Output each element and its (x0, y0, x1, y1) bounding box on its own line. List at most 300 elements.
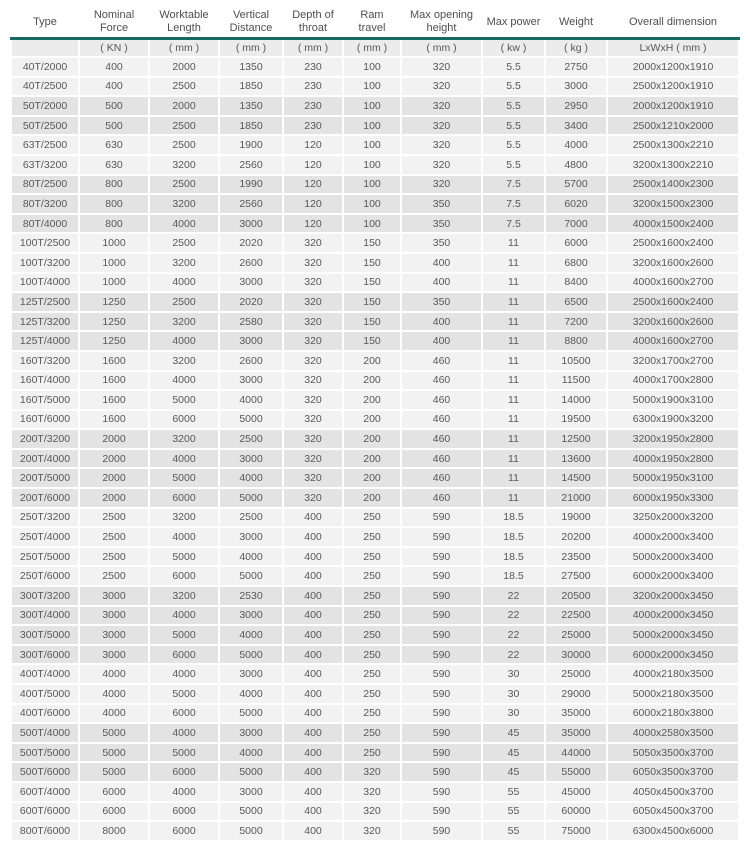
table-body (12, 58, 738, 840)
cell-depth-of-throat: 120 (284, 176, 342, 194)
cell-overall-dimension: 2500x1210x2000 (608, 117, 738, 135)
cell-max-opening-height: 320 (402, 136, 481, 154)
cell-depth-of-throat: 230 (284, 58, 342, 76)
cell-nominal-force: 2000 (80, 430, 148, 448)
cell-weight: 10500 (546, 352, 606, 370)
cell-max-power: 22 (483, 646, 544, 664)
cell-weight: 7000 (546, 215, 606, 233)
cell-ram-travel: 200 (344, 489, 400, 507)
cell-weight: 22500 (546, 607, 606, 625)
cell-nominal-force: 2000 (80, 469, 148, 487)
table-row (12, 567, 738, 585)
cell-max-power: 5.5 (483, 136, 544, 154)
cell-weight: 44000 (546, 744, 606, 762)
cell-worktable-length: 2500 (150, 293, 218, 311)
cell-nominal-force: 1000 (80, 274, 148, 292)
column-header-weight: Weight (546, 6, 606, 38)
cell-overall-dimension: 4000x1950x2800 (608, 450, 738, 468)
cell-ram-travel: 320 (344, 763, 400, 781)
cell-max-power: 5.5 (483, 58, 544, 76)
cell-nominal-force: 630 (80, 156, 148, 174)
cell-worktable-length: 3200 (150, 313, 218, 331)
cell-worktable-length: 4000 (150, 450, 218, 468)
cell-vertical-distance: 5000 (220, 411, 282, 429)
cell-type: 200T/3200 (12, 430, 78, 448)
cell-max-opening-height: 460 (402, 469, 481, 487)
table-row (12, 176, 738, 194)
cell-worktable-length: 6000 (150, 763, 218, 781)
cell-max-opening-height: 320 (402, 117, 481, 135)
cell-type: 50T/2500 (12, 117, 78, 135)
table-row (12, 763, 738, 781)
cell-overall-dimension: 4000x2180x3500 (608, 665, 738, 683)
cell-vertical-distance: 2500 (220, 430, 282, 448)
cell-vertical-distance: 4000 (220, 391, 282, 409)
cell-nominal-force: 6000 (80, 803, 148, 821)
cell-max-power: 45 (483, 744, 544, 762)
cell-nominal-force: 5000 (80, 724, 148, 742)
cell-vertical-distance: 2020 (220, 234, 282, 252)
cell-worktable-length: 4000 (150, 607, 218, 625)
cell-max-opening-height: 350 (402, 293, 481, 311)
cell-vertical-distance: 5000 (220, 705, 282, 723)
cell-nominal-force: 800 (80, 195, 148, 213)
cell-type: 125T/4000 (12, 332, 78, 350)
cell-type: 400T/5000 (12, 685, 78, 703)
cell-weight: 23500 (546, 548, 606, 566)
cell-worktable-length: 6000 (150, 411, 218, 429)
cell-overall-dimension: 2000x1200x1910 (608, 58, 738, 76)
cell-ram-travel: 320 (344, 822, 400, 840)
cell-ram-travel: 250 (344, 587, 400, 605)
cell-depth-of-throat: 400 (284, 685, 342, 703)
table-row (12, 274, 738, 292)
cell-vertical-distance: 5000 (220, 763, 282, 781)
cell-type: 125T/2500 (12, 293, 78, 311)
cell-type: 200T/5000 (12, 469, 78, 487)
cell-weight: 7200 (546, 313, 606, 331)
cell-worktable-length: 6000 (150, 646, 218, 664)
cell-worktable-length: 6000 (150, 489, 218, 507)
column-header-ram-travel: Ram travel (344, 6, 400, 38)
cell-max-opening-height: 590 (402, 548, 481, 566)
cell-overall-dimension: 5050x3500x3700 (608, 744, 738, 762)
cell-max-power: 55 (483, 783, 544, 801)
cell-worktable-length: 6000 (150, 705, 218, 723)
cell-vertical-distance: 3000 (220, 528, 282, 546)
cell-max-opening-height: 590 (402, 822, 481, 840)
cell-depth-of-throat: 320 (284, 411, 342, 429)
cell-vertical-distance: 2600 (220, 352, 282, 370)
cell-max-opening-height: 590 (402, 783, 481, 801)
table-row (12, 665, 738, 683)
cell-vertical-distance: 2530 (220, 587, 282, 605)
cell-type: 200T/6000 (12, 489, 78, 507)
table-row (12, 254, 738, 272)
table-row (12, 783, 738, 801)
cell-type: 800T/6000 (12, 822, 78, 840)
cell-ram-travel: 150 (344, 254, 400, 272)
cell-vertical-distance: 2600 (220, 254, 282, 272)
cell-depth-of-throat: 400 (284, 803, 342, 821)
table-row (12, 215, 738, 233)
cell-weight: 55000 (546, 763, 606, 781)
cell-depth-of-throat: 230 (284, 97, 342, 115)
cell-ram-travel: 200 (344, 372, 400, 390)
cell-worktable-length: 3200 (150, 587, 218, 605)
cell-weight: 8800 (546, 332, 606, 350)
cell-type: 250T/5000 (12, 548, 78, 566)
cell-max-power: 11 (483, 450, 544, 468)
cell-depth-of-throat: 320 (284, 430, 342, 448)
cell-max-opening-height: 590 (402, 685, 481, 703)
cell-ram-travel: 100 (344, 156, 400, 174)
cell-depth-of-throat: 400 (284, 665, 342, 683)
cell-worktable-length: 3200 (150, 509, 218, 527)
cell-weight: 6800 (546, 254, 606, 272)
cell-overall-dimension: 4000x1700x2800 (608, 372, 738, 390)
cell-weight: 30000 (546, 646, 606, 664)
cell-depth-of-throat: 400 (284, 567, 342, 585)
cell-max-power: 11 (483, 274, 544, 292)
column-header-nominal-force: Nominal Force (80, 6, 148, 38)
cell-nominal-force: 2500 (80, 567, 148, 585)
cell-nominal-force: 5000 (80, 744, 148, 762)
cell-ram-travel: 200 (344, 411, 400, 429)
cell-worktable-length: 4000 (150, 665, 218, 683)
cell-worktable-length: 3200 (150, 156, 218, 174)
table-row (12, 58, 738, 76)
table-row (12, 509, 738, 527)
cell-overall-dimension: 2000x1200x1910 (608, 97, 738, 115)
cell-ram-travel: 250 (344, 744, 400, 762)
table-row (12, 234, 738, 252)
cell-ram-travel: 100 (344, 176, 400, 194)
column-unit-type (12, 40, 78, 56)
cell-ram-travel: 250 (344, 626, 400, 644)
cell-worktable-length: 3200 (150, 352, 218, 370)
cell-overall-dimension: 2500x1600x2400 (608, 293, 738, 311)
cell-weight: 2750 (546, 58, 606, 76)
cell-vertical-distance: 4000 (220, 744, 282, 762)
cell-vertical-distance: 3000 (220, 783, 282, 801)
cell-depth-of-throat: 120 (284, 215, 342, 233)
column-header-depth-of-throat: Depth of throat (284, 6, 342, 38)
table-row (12, 97, 738, 115)
cell-overall-dimension: 4000x2000x3450 (608, 607, 738, 625)
cell-vertical-distance: 1900 (220, 136, 282, 154)
table-row (12, 332, 738, 350)
cell-ram-travel: 250 (344, 528, 400, 546)
cell-overall-dimension: 2500x1600x2400 (608, 234, 738, 252)
cell-ram-travel: 250 (344, 548, 400, 566)
cell-max-power: 11 (483, 254, 544, 272)
cell-worktable-length: 5000 (150, 391, 218, 409)
cell-weight: 14500 (546, 469, 606, 487)
cell-type: 500T/4000 (12, 724, 78, 742)
cell-depth-of-throat: 120 (284, 136, 342, 154)
table-row (12, 372, 738, 390)
cell-max-power: 11 (483, 352, 544, 370)
cell-worktable-length: 6000 (150, 567, 218, 585)
cell-max-opening-height: 320 (402, 176, 481, 194)
cell-vertical-distance: 4000 (220, 685, 282, 703)
cell-depth-of-throat: 400 (284, 724, 342, 742)
cell-vertical-distance: 3000 (220, 332, 282, 350)
table-row (12, 156, 738, 174)
cell-overall-dimension: 5000x1950x3100 (608, 469, 738, 487)
cell-depth-of-throat: 320 (284, 313, 342, 331)
cell-ram-travel: 250 (344, 705, 400, 723)
cell-max-power: 30 (483, 665, 544, 683)
cell-depth-of-throat: 320 (284, 274, 342, 292)
accent-divider (10, 37, 740, 40)
cell-weight: 25000 (546, 626, 606, 644)
cell-max-power: 55 (483, 822, 544, 840)
cell-ram-travel: 100 (344, 136, 400, 154)
column-unit-max-opening-height: ( mm ) (402, 40, 481, 56)
cell-nominal-force: 3000 (80, 646, 148, 664)
cell-worktable-length: 4000 (150, 332, 218, 350)
cell-depth-of-throat: 400 (284, 509, 342, 527)
cell-nominal-force: 400 (80, 78, 148, 96)
cell-vertical-distance: 1350 (220, 97, 282, 115)
cell-max-power: 11 (483, 332, 544, 350)
cell-ram-travel: 150 (344, 313, 400, 331)
cell-overall-dimension: 3200x1300x2210 (608, 156, 738, 174)
cell-max-opening-height: 590 (402, 763, 481, 781)
table-row (12, 548, 738, 566)
cell-max-opening-height: 400 (402, 254, 481, 272)
cell-worktable-length: 2000 (150, 97, 218, 115)
table-row (12, 705, 738, 723)
cell-overall-dimension: 6050x4500x3700 (608, 803, 738, 821)
cell-nominal-force: 4000 (80, 685, 148, 703)
cell-overall-dimension: 2500x1400x2300 (608, 176, 738, 194)
cell-type: 80T/2500 (12, 176, 78, 194)
cell-weight: 60000 (546, 803, 606, 821)
cell-weight: 19500 (546, 411, 606, 429)
cell-type: 300T/3200 (12, 587, 78, 605)
cell-worktable-length: 4000 (150, 274, 218, 292)
cell-depth-of-throat: 400 (284, 607, 342, 625)
cell-depth-of-throat: 120 (284, 195, 342, 213)
column-header-max-opening-height: Max opening height (402, 6, 481, 38)
spec-table (10, 4, 740, 842)
table-row (12, 626, 738, 644)
cell-ram-travel: 250 (344, 685, 400, 703)
cell-depth-of-throat: 320 (284, 332, 342, 350)
table-row (12, 528, 738, 546)
cell-nominal-force: 500 (80, 117, 148, 135)
cell-depth-of-throat: 120 (284, 156, 342, 174)
cell-worktable-length: 6000 (150, 822, 218, 840)
table-row (12, 587, 738, 605)
cell-max-opening-height: 460 (402, 489, 481, 507)
cell-depth-of-throat: 400 (284, 705, 342, 723)
cell-nominal-force: 1000 (80, 234, 148, 252)
cell-max-power: 11 (483, 372, 544, 390)
cell-depth-of-throat: 400 (284, 528, 342, 546)
table-row (12, 607, 738, 625)
cell-vertical-distance: 5000 (220, 822, 282, 840)
cell-nominal-force: 1000 (80, 254, 148, 272)
table-row (12, 117, 738, 135)
cell-weight: 5700 (546, 176, 606, 194)
cell-type: 300T/5000 (12, 626, 78, 644)
cell-depth-of-throat: 320 (284, 489, 342, 507)
cell-nominal-force: 3000 (80, 626, 148, 644)
cell-max-power: 7.5 (483, 195, 544, 213)
cell-nominal-force: 4000 (80, 705, 148, 723)
cell-ram-travel: 100 (344, 97, 400, 115)
cell-max-power: 30 (483, 705, 544, 723)
cell-ram-travel: 100 (344, 78, 400, 96)
cell-worktable-length: 3200 (150, 430, 218, 448)
cell-overall-dimension: 3200x1600x2600 (608, 313, 738, 331)
cell-max-power: 11 (483, 469, 544, 487)
cell-weight: 6000 (546, 234, 606, 252)
cell-vertical-distance: 2500 (220, 509, 282, 527)
cell-worktable-length: 5000 (150, 548, 218, 566)
cell-worktable-length: 4000 (150, 528, 218, 546)
cell-max-opening-height: 460 (402, 411, 481, 429)
cell-weight: 29000 (546, 685, 606, 703)
cell-weight: 20500 (546, 587, 606, 605)
cell-max-power: 22 (483, 607, 544, 625)
cell-nominal-force: 6000 (80, 783, 148, 801)
cell-vertical-distance: 3000 (220, 665, 282, 683)
cell-nominal-force: 1250 (80, 293, 148, 311)
cell-ram-travel: 150 (344, 293, 400, 311)
cell-worktable-length: 5000 (150, 626, 218, 644)
table-row (12, 78, 738, 96)
cell-overall-dimension: 5000x2000x3450 (608, 626, 738, 644)
cell-max-power: 22 (483, 626, 544, 644)
cell-nominal-force: 630 (80, 136, 148, 154)
cell-weight: 2950 (546, 97, 606, 115)
cell-overall-dimension: 6000x2000x3450 (608, 646, 738, 664)
cell-ram-travel: 200 (344, 469, 400, 487)
cell-nominal-force: 2000 (80, 450, 148, 468)
cell-type: 160T/5000 (12, 391, 78, 409)
cell-nominal-force: 800 (80, 176, 148, 194)
cell-nominal-force: 400 (80, 58, 148, 76)
cell-weight: 35000 (546, 724, 606, 742)
cell-ram-travel: 100 (344, 195, 400, 213)
cell-nominal-force: 4000 (80, 665, 148, 683)
header-row (12, 6, 738, 38)
column-unit-ram-travel: ( mm ) (344, 40, 400, 56)
cell-vertical-distance: 2020 (220, 293, 282, 311)
cell-vertical-distance: 1990 (220, 176, 282, 194)
units-row (12, 40, 738, 56)
cell-type: 250T/4000 (12, 528, 78, 546)
column-unit-nominal-force: ( KN ) (80, 40, 148, 56)
cell-max-opening-height: 400 (402, 332, 481, 350)
cell-type: 100T/2500 (12, 234, 78, 252)
cell-type: 600T/4000 (12, 783, 78, 801)
cell-worktable-length: 4000 (150, 724, 218, 742)
cell-ram-travel: 150 (344, 332, 400, 350)
cell-ram-travel: 200 (344, 430, 400, 448)
cell-worktable-length: 3200 (150, 195, 218, 213)
cell-max-opening-height: 590 (402, 587, 481, 605)
cell-depth-of-throat: 400 (284, 744, 342, 762)
cell-max-opening-height: 590 (402, 724, 481, 742)
cell-overall-dimension: 4000x2000x3400 (608, 528, 738, 546)
column-unit-vertical-distance: ( mm ) (220, 40, 282, 56)
cell-nominal-force: 1250 (80, 313, 148, 331)
cell-type: 125T/3200 (12, 313, 78, 331)
cell-ram-travel: 100 (344, 58, 400, 76)
cell-worktable-length: 2500 (150, 78, 218, 96)
cell-ram-travel: 320 (344, 783, 400, 801)
table-row (12, 803, 738, 821)
table-row (12, 411, 738, 429)
cell-overall-dimension: 4000x1600x2700 (608, 274, 738, 292)
cell-overall-dimension: 5000x2180x3500 (608, 685, 738, 703)
cell-max-opening-height: 320 (402, 78, 481, 96)
cell-max-opening-height: 590 (402, 744, 481, 762)
cell-depth-of-throat: 230 (284, 78, 342, 96)
cell-overall-dimension: 6000x1950x3300 (608, 489, 738, 507)
cell-ram-travel: 200 (344, 352, 400, 370)
cell-nominal-force: 2500 (80, 548, 148, 566)
cell-max-power: 11 (483, 293, 544, 311)
cell-max-power: 45 (483, 763, 544, 781)
cell-overall-dimension: 6300x4500x6000 (608, 822, 738, 840)
table-row (12, 724, 738, 742)
cell-worktable-length: 5000 (150, 685, 218, 703)
cell-nominal-force: 1600 (80, 411, 148, 429)
column-unit-weight: ( kg ) (546, 40, 606, 56)
table-row (12, 293, 738, 311)
cell-vertical-distance: 1850 (220, 78, 282, 96)
cell-type: 40T/2000 (12, 58, 78, 76)
cell-weight: 6020 (546, 195, 606, 213)
cell-max-opening-height: 590 (402, 626, 481, 644)
table-row (12, 685, 738, 703)
cell-max-opening-height: 460 (402, 391, 481, 409)
cell-nominal-force: 1600 (80, 352, 148, 370)
cell-weight: 19000 (546, 509, 606, 527)
cell-max-power: 18.5 (483, 567, 544, 585)
cell-weight: 20200 (546, 528, 606, 546)
cell-type: 63T/3200 (12, 156, 78, 174)
column-header-overall-dimension: Overall dimension (608, 6, 738, 38)
column-unit-overall-dimension: LxWxH ( mm ) (608, 40, 738, 56)
cell-depth-of-throat: 400 (284, 587, 342, 605)
cell-type: 300T/4000 (12, 607, 78, 625)
cell-type: 160T/6000 (12, 411, 78, 429)
cell-overall-dimension: 2500x1300x2210 (608, 136, 738, 154)
cell-depth-of-throat: 320 (284, 293, 342, 311)
cell-type: 100T/4000 (12, 274, 78, 292)
cell-max-power: 45 (483, 724, 544, 742)
cell-nominal-force: 2000 (80, 489, 148, 507)
cell-type: 100T/3200 (12, 254, 78, 272)
cell-overall-dimension: 3200x1950x2800 (608, 430, 738, 448)
cell-vertical-distance: 1350 (220, 58, 282, 76)
table-row (12, 450, 738, 468)
cell-nominal-force: 500 (80, 97, 148, 115)
cell-max-opening-height: 590 (402, 705, 481, 723)
cell-ram-travel: 100 (344, 215, 400, 233)
cell-worktable-length: 2500 (150, 136, 218, 154)
table-row (12, 469, 738, 487)
cell-weight: 35000 (546, 705, 606, 723)
